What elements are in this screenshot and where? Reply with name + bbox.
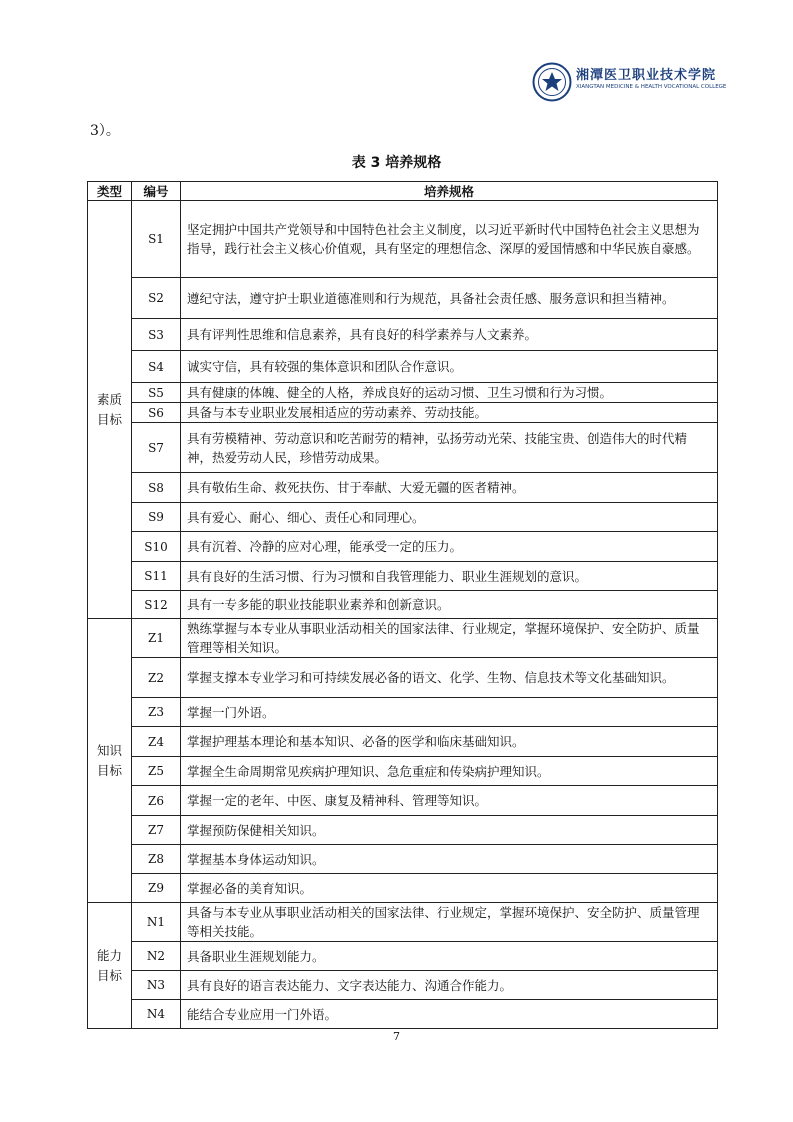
table-row bbox=[88, 562, 718, 591]
category-cell bbox=[88, 619, 132, 903]
spec-cell: 掌握预防保健相关知识。 bbox=[181, 816, 718, 845]
code-cell: N2 bbox=[132, 942, 181, 971]
category-label: 能力 目标 bbox=[96, 947, 122, 983]
code-cell: Z1 bbox=[132, 619, 181, 658]
table-row bbox=[88, 971, 718, 1000]
spec-cell: 掌握必备的美育知识。 bbox=[181, 874, 718, 903]
code-cell: S6 bbox=[132, 403, 181, 423]
table-header-row bbox=[88, 182, 718, 201]
table-row bbox=[88, 757, 718, 786]
table-row bbox=[88, 698, 718, 727]
spec-cell: 熟练掌握与本专业从事职业活动相关的国家法律、行业规定，掌握环境保护、安全防护、质量管理等相关知识。 bbox=[181, 619, 718, 658]
table-row bbox=[88, 658, 718, 698]
spec-cell: 掌握护理基本理论和基本知识、必备的医学和临床基础知识。 bbox=[181, 727, 718, 757]
spec-cell: 掌握基本身体运动知识。 bbox=[181, 845, 718, 874]
spec-cell: 具备职业生涯规划能力。 bbox=[181, 942, 718, 971]
spec-cell: 具有健康的体魄、健全的人格，养成良好的运动习惯、卫生习惯和行为习惯。 bbox=[181, 383, 718, 403]
table-row bbox=[88, 351, 718, 383]
table-row bbox=[88, 319, 718, 351]
spec-cell: 掌握一定的老年、中医、康复及精神科、管理等知识。 bbox=[181, 786, 718, 816]
table-row bbox=[88, 816, 718, 845]
spec-cell: 具有爱心、耐心、细心、责任心和同理心。 bbox=[181, 503, 718, 532]
category-label: 知识 目标 bbox=[96, 742, 122, 778]
table-row bbox=[88, 942, 718, 971]
table-row bbox=[88, 786, 718, 816]
spec-cell: 掌握全生命周期常见疾病护理知识、急危重症和传染病护理知识。 bbox=[181, 757, 718, 786]
code-cell: S9 bbox=[132, 503, 181, 532]
spec-cell: 具有良好的语言表达能力、文字表达能力、沟通合作能力。 bbox=[181, 971, 718, 1000]
page-number: 7 bbox=[393, 1030, 400, 1043]
table-title: 表 3 培养规格 bbox=[351, 155, 442, 171]
category-cell bbox=[88, 201, 132, 619]
school-name-en: XIANGTAN MEDICINE & HEALTH VOCATIONAL COLLEGE bbox=[576, 84, 727, 90]
code-cell: Z5 bbox=[132, 757, 181, 786]
spec-cell: 具有一专多能的职业技能职业素养和创新意识。 bbox=[181, 591, 718, 619]
school-emblem-icon bbox=[532, 62, 572, 102]
spec-cell: 遵纪守法，遵守护士职业道德准则和行为规范，具备社会责任感、服务意识和担当精神。 bbox=[181, 278, 718, 319]
table-row bbox=[88, 591, 718, 619]
spec-cell: 具有沉着、冷静的应对心理，能承受一定的压力。 bbox=[181, 532, 718, 562]
code-cell: Z6 bbox=[132, 786, 181, 816]
code-cell: S8 bbox=[132, 473, 181, 503]
table-row bbox=[88, 423, 718, 473]
spec-cell: 坚定拥护中国共产党领导和中国特色社会主义制度，以习近平新时代中国特色社会主义思想为指导，践行社会主义核心价值观，具有坚定的理想信念、深厚的爱国情感和中华民族自豪感。 bbox=[181, 201, 718, 278]
table-row bbox=[88, 532, 718, 562]
code-cell: S10 bbox=[132, 532, 181, 562]
table-row bbox=[88, 278, 718, 319]
code-cell: Z7 bbox=[132, 816, 181, 845]
training-spec-table bbox=[87, 181, 718, 1029]
header-code: 编号 bbox=[132, 182, 181, 201]
table-row bbox=[88, 503, 718, 532]
code-cell: S12 bbox=[132, 591, 181, 619]
table-row bbox=[88, 903, 718, 942]
header-spec: 培养规格 bbox=[181, 182, 718, 201]
table-row bbox=[88, 403, 718, 423]
table-row bbox=[88, 1000, 718, 1029]
category-label: 素质 目标 bbox=[96, 391, 122, 427]
code-cell: S1 bbox=[132, 201, 181, 278]
table-row bbox=[88, 473, 718, 503]
code-cell: S4 bbox=[132, 351, 181, 383]
code-cell: Z9 bbox=[132, 874, 181, 903]
school-logo bbox=[532, 60, 727, 104]
category-cell bbox=[88, 903, 132, 1029]
spec-cell: 掌握一门外语。 bbox=[181, 698, 718, 727]
code-cell: Z4 bbox=[132, 727, 181, 757]
code-cell: S11 bbox=[132, 562, 181, 591]
code-cell: S3 bbox=[132, 319, 181, 351]
code-cell: N3 bbox=[132, 971, 181, 1000]
table-row bbox=[88, 845, 718, 874]
spec-cell: 具备与本专业从事职业活动相关的国家法律、行业规定，掌握环境保护、安全防护、质量管理等相关技能。 bbox=[181, 903, 718, 942]
spec-cell: 具有劳模精神、劳动意识和吃苦耐劳的精神，弘扬劳动光荣、技能宝贵、创造伟大的时代精神，热爱劳动人民，珍惜劳动成果。 bbox=[181, 423, 718, 473]
table-row bbox=[88, 727, 718, 757]
code-cell: S5 bbox=[132, 383, 181, 403]
code-cell: N4 bbox=[132, 1000, 181, 1029]
spec-cell: 具有良好的生活习惯、行为习惯和自我管理能力、职业生涯规划的意识。 bbox=[181, 562, 718, 591]
table-row bbox=[88, 383, 718, 403]
spec-cell: 能结合专业应用一门外语。 bbox=[181, 1000, 718, 1029]
header-type: 类型 bbox=[88, 182, 132, 201]
spec-cell: 具有评判性思维和信息素养，具有良好的科学素养与人文素养。 bbox=[181, 319, 718, 351]
code-cell: Z2 bbox=[132, 658, 181, 698]
code-cell: S7 bbox=[132, 423, 181, 473]
school-name-cn: 湘潭医卫职业技术学院 bbox=[576, 68, 717, 83]
table-row bbox=[88, 619, 718, 658]
spec-cell: 掌握支撑本专业学习和可持续发展必备的语文、化学、生物、信息技术等文化基础知识。 bbox=[181, 658, 718, 698]
code-cell: S2 bbox=[132, 278, 181, 319]
table-row bbox=[88, 874, 718, 903]
code-cell: Z3 bbox=[132, 698, 181, 727]
code-cell: Z8 bbox=[132, 845, 181, 874]
table-row bbox=[88, 201, 718, 278]
code-cell: N1 bbox=[132, 903, 181, 942]
spec-cell: 具备与本专业职业发展相适应的劳动素养、劳动技能。 bbox=[181, 403, 718, 423]
spec-cell: 具有敬佑生命、救死扶伤、甘于奉献、大爱无疆的医者精神。 bbox=[181, 473, 718, 503]
spec-cell: 诚实守信，具有较强的集体意识和团队合作意识。 bbox=[181, 351, 718, 383]
lead-text: 3）。 bbox=[90, 123, 120, 139]
